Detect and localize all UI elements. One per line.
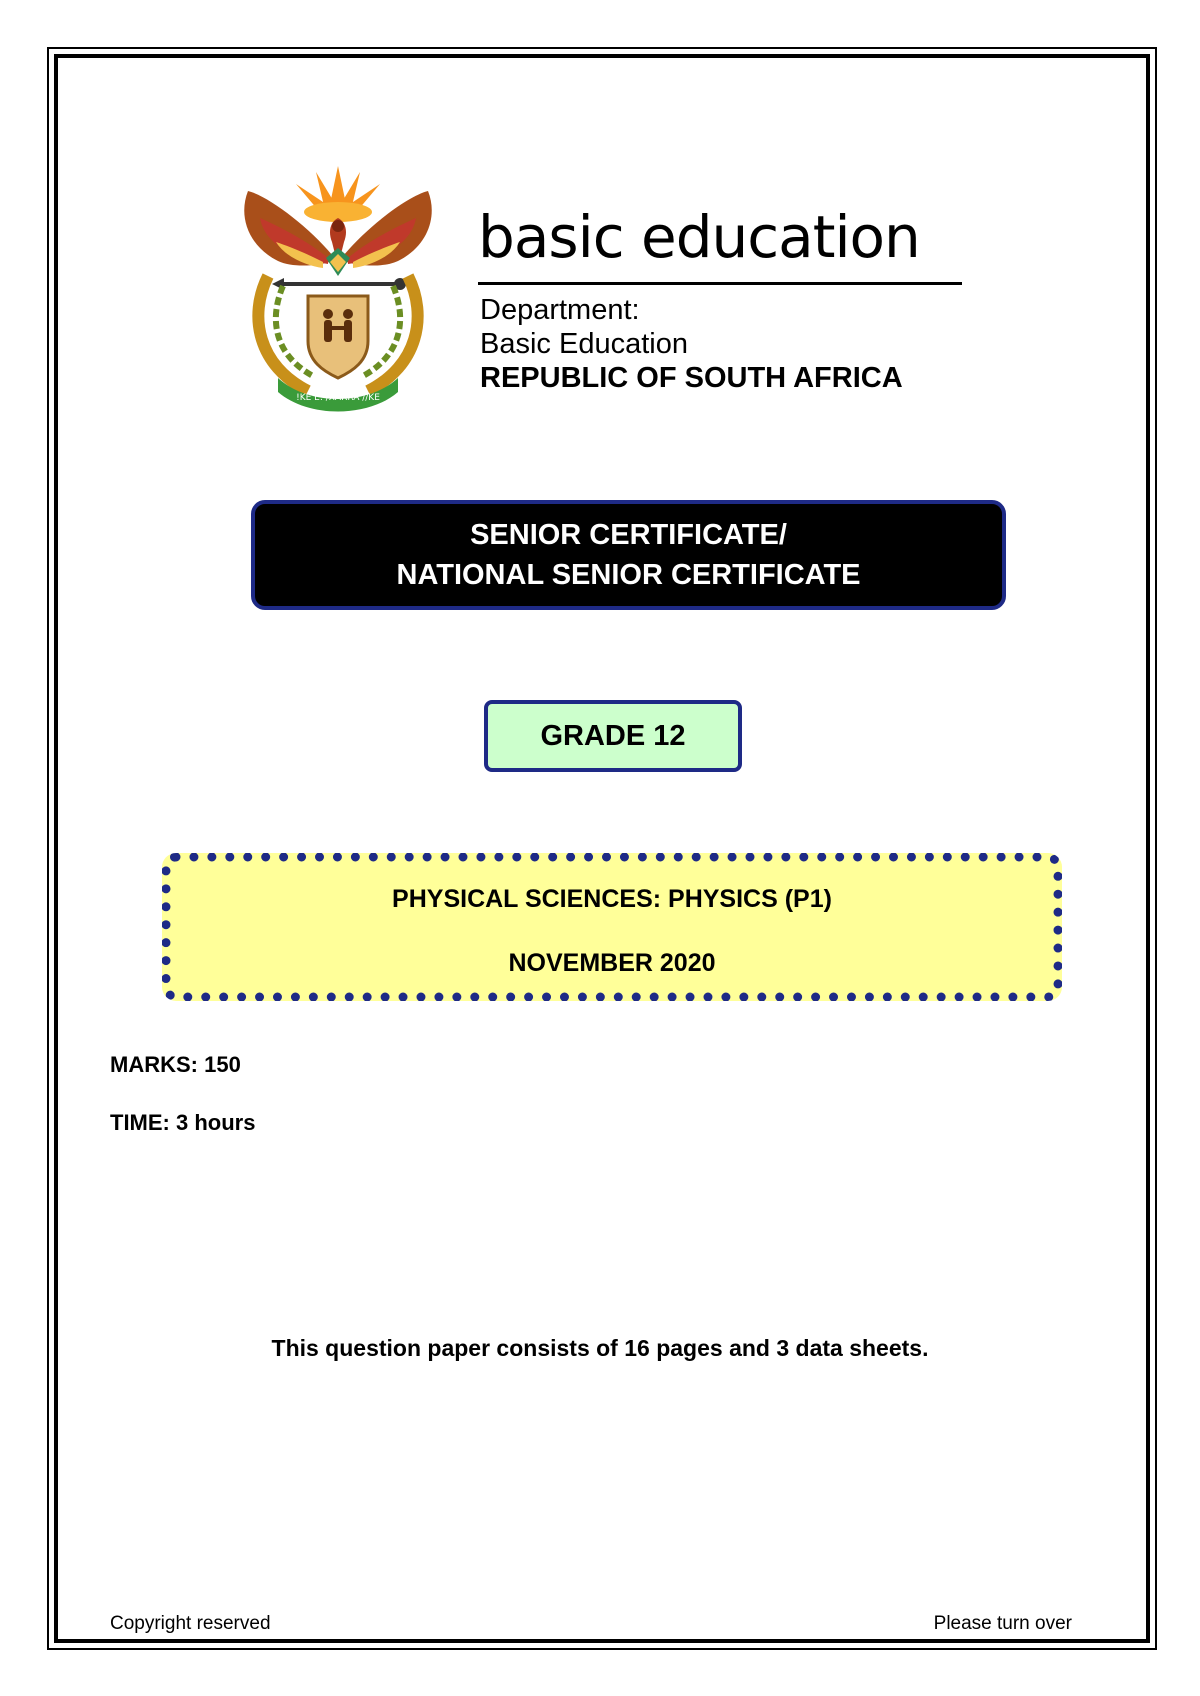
country-name: REPUBLIC OF SOUTH AFRICA bbox=[480, 362, 903, 394]
footer-turn-over: Please turn over bbox=[933, 1613, 1072, 1634]
department-brand-title: basic education bbox=[478, 203, 920, 271]
footer-copyright: Copyright reserved bbox=[110, 1613, 271, 1634]
subject-panel bbox=[162, 853, 1062, 1001]
crest-motto: !KE E: /XARRA //KE bbox=[296, 393, 380, 403]
certificate-banner bbox=[251, 500, 1006, 610]
department-name: Basic Education bbox=[480, 328, 688, 360]
page-count-note: This question paper consists of 16 pages and 3 data sheets. bbox=[271, 1335, 929, 1361]
marks-label: MARKS: 150 bbox=[110, 1052, 241, 1077]
coat-of-arms-logo bbox=[238, 166, 438, 416]
certificate-line-1: SENIOR CERTIFICATE/ bbox=[470, 519, 787, 551]
grade-badge: GRADE 12 bbox=[484, 700, 742, 772]
certificate-line-2: NATIONAL SENIOR CERTIFICATE bbox=[396, 559, 861, 591]
subject-title: PHYSICAL SCIENCES: PHYSICS (P1) bbox=[392, 885, 832, 913]
time-label: TIME: 3 hours bbox=[110, 1110, 256, 1135]
department-label: Department: bbox=[480, 294, 640, 326]
exam-date: NOVEMBER 2020 bbox=[508, 949, 716, 977]
page-border-inner bbox=[54, 54, 1150, 1643]
brand-underline-divider bbox=[478, 282, 962, 285]
